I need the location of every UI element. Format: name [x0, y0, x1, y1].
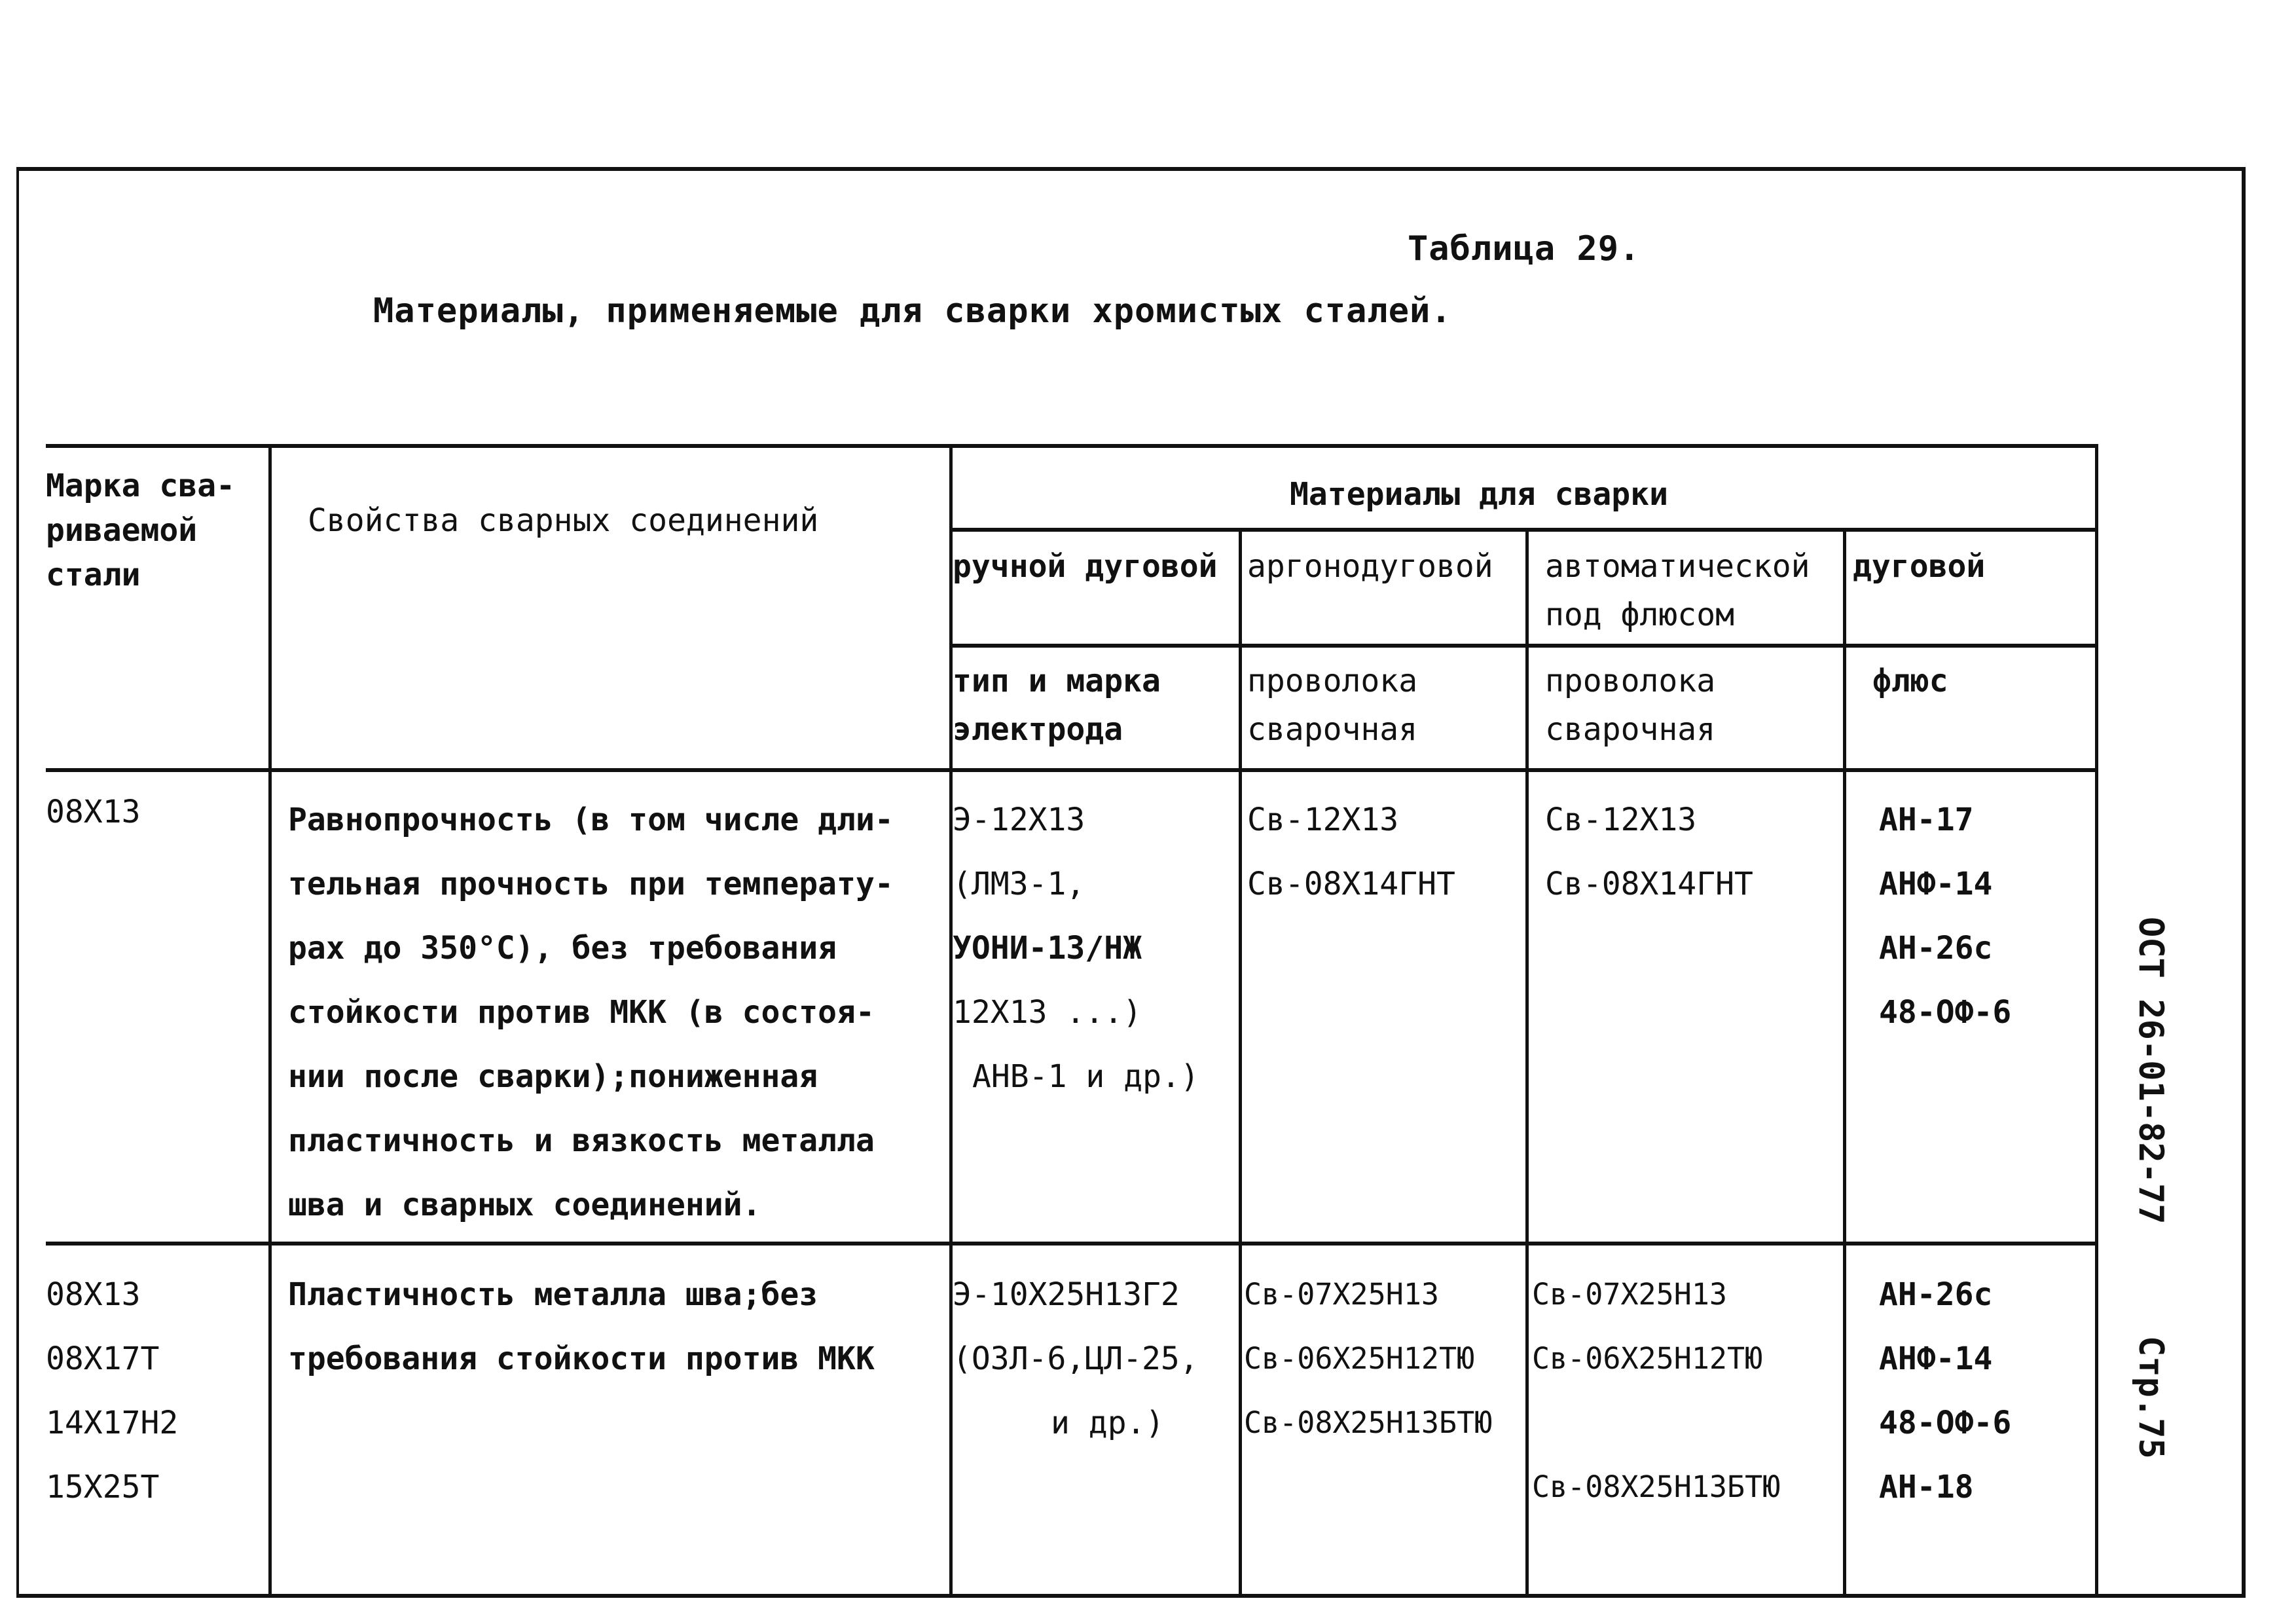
row1-properties: Равнопрочность (в том числе дли- тельная прочность при температу- рах до 350°С), без требования стойкости против МКК (в состоя- нии после сварки);пониженная пластичность и вязкость металла шва и сварных соединений. — [288, 802, 894, 1223]
col-divider-6 — [2095, 444, 2098, 1598]
subheader-line — [949, 644, 2098, 648]
materials-table — [46, 444, 2102, 1598]
col-divider-1 — [268, 444, 272, 1598]
row1-steel: 08Х13 — [46, 794, 141, 830]
header-bottom-line — [46, 768, 2098, 772]
row2-auto-wire: Св-07Х25Н13 Св-06Х25Н12ТЮ Св-08Х25Н13БТЮ — [1532, 1277, 1781, 1504]
table-number: Таблица 29. — [1408, 229, 1641, 268]
row2-properties: Пластичность металла шва;без требования стойкости против МКК — [288, 1276, 875, 1377]
row2-argon-wire: Св-07Х25Н13 Св-06Х25Н12ТЮ Св-08Х25Н13БТЮ — [1244, 1277, 1493, 1440]
header-argon-wire: проволока сварочная — [1247, 663, 1418, 748]
header-welding-materials: Материалы для сварки — [1290, 476, 1668, 513]
row1-electrode: Э-12Х13 (ЛМЗ-1, УОНИ-13/НЖ 12Х13 ...) АНВ-1 и др.) — [953, 802, 1199, 1095]
row2-electrode: Э-10Х25Н13Г2 (ОЗЛ-6,ЦЛ-25, и др.) — [953, 1276, 1199, 1441]
col-divider-3 — [1239, 528, 1242, 1598]
row2-steel: 08Х13 08Х17Т 14Х17Н2 15Х25Т — [46, 1276, 179, 1505]
row1-auto-wire: Св-12Х13 Св-08Х14ГНТ — [1545, 802, 1753, 902]
header-manual-arc: ручной дуговой — [953, 548, 1218, 585]
standard-designation: ОСТ 26-01-82-77 — [2131, 917, 2170, 1225]
col-divider-5 — [1843, 528, 1846, 1598]
header-arc-flux: дуговой — [1853, 548, 1986, 585]
header-argon-arc: аргонодуговой — [1247, 548, 1493, 585]
row-divider-line — [46, 1242, 2098, 1246]
header-flux: флюс — [1872, 663, 1948, 699]
header-electrode-type: тип и марка электрода — [953, 663, 1161, 748]
header-automatic-submerged: автоматической под флюсом — [1545, 548, 1810, 633]
header-joint-properties: Свойства сварных соединений — [308, 502, 819, 539]
table-title: Материалы, применяемые для сварки хромистых сталей. — [373, 291, 1452, 331]
row2-flux: АН-26с АНФ-14 48-ОФ-6 АН-18 — [1879, 1276, 2012, 1505]
table-top-line — [46, 444, 2098, 448]
group-header-line — [949, 528, 2098, 532]
page-number: Стр.75 — [2131, 1336, 2170, 1459]
header-steel-grade: Марка сва- риваемой стали — [46, 468, 235, 593]
row1-flux: АН-17 АНФ-14 АН-26с 48-ОФ-6 — [1879, 802, 2012, 1031]
col-divider-4 — [1525, 528, 1529, 1598]
row1-argon-wire: Св-12Х13 Св-08Х14ГНТ — [1247, 802, 1455, 902]
header-auto-wire: проволока сварочная — [1545, 663, 1716, 748]
